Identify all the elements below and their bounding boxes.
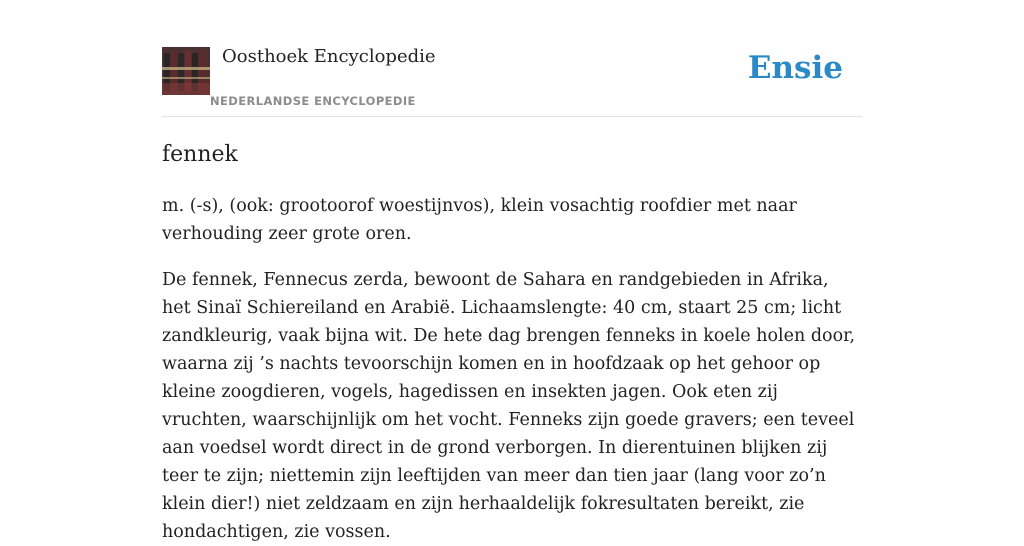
ensie-logo-link[interactable]: Ensie xyxy=(747,50,843,86)
article-definition: m. (-s), (ook: grootoorof woestijnvos), klein vosachtig roofdier met naar verhouding zeer grote oren. xyxy=(162,196,797,244)
encyclopedia-avatar[interactable] xyxy=(162,47,210,95)
site-title[interactable]: Oosthoek Encyclopedie xyxy=(222,46,436,67)
encyclopedia-books-icon xyxy=(162,47,210,95)
site-subtitle: NEDERLANDSE ENCYCLOPEDIE xyxy=(210,94,416,108)
article xyxy=(162,138,862,546)
article-title: fennek xyxy=(162,142,238,167)
site-header xyxy=(162,44,862,117)
article-body: De fennek, Fennecus zerda, bewoont de Sahara en randgebieden in Afrika, het Sinaï Schiereiland en Arabië. Lichaamslengte: 40 cm, staart 25 cm; licht zandkleurig, vaak bijna wit. De hete dag brengen fenneks in koele holen door, waarna zij ’s nachts tevoorschijn komen en in hoofdzaak op het gehoor op kleine zoogdieren, vogels, hagedissen en insekten jagen. Ook eten zij vruchten, waarschijnlijk om het vocht. Fenneks zijn goede gravers; een teveel aan voedsel wordt direct in de grond verborgen. In dierentuinen blijken zij teer te zijn; niettemin zijn leeftijden van meer dan tien jaar (lang voor zo’n klein dier!) niet zeldzaam en zijn herhaaldelijk fokresultaten bereikt, zie hondachtigen, zie vossen. xyxy=(162,270,856,542)
